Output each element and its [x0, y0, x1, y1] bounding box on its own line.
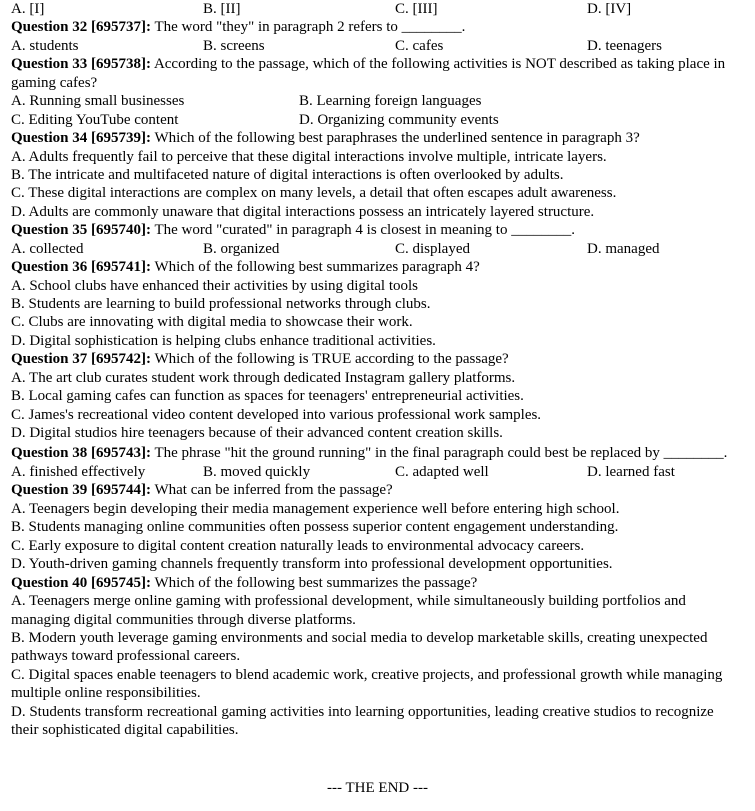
- option[interactable]: B. Students managing online communities often possess superior content engagement understanding.: [11, 519, 619, 536]
- option[interactable]: C. Early exposure to digital content creation naturally leads to environmental advocacy careers.: [11, 537, 585, 554]
- option[interactable]: C. [III]: [395, 1, 438, 17]
- question-label: Question 39 [695744]:: [11, 482, 151, 499]
- question-stem: Which of the following is TRUE according to the passage?: [154, 351, 509, 368]
- question-34: [11, 129, 741, 147]
- option[interactable]: C. James's recreational video content developed into various professional work samples.: [11, 406, 542, 423]
- option[interactable]: A. Teenagers merge online gaming with professional development, while simultaneously building portfolios and managing digital communities through diverse platforms.: [11, 593, 686, 628]
- question-32: [11, 18, 741, 36]
- option[interactable]: A. collected: [11, 240, 84, 257]
- option[interactable]: B. Modern youth leverage gaming environments and social media to develop marketable skills, creating unexpected pathways toward professional careers.: [11, 630, 708, 665]
- question-35: [11, 221, 741, 239]
- question-label: Question 35 [695740]:: [11, 222, 151, 239]
- question-label: Question 36 [695741]:: [11, 259, 151, 276]
- option[interactable]: A. The art club curates student work through dedicated Instagram gallery platforms.: [11, 369, 516, 386]
- question-39: [11, 481, 741, 499]
- option[interactable]: C. adapted well: [395, 464, 489, 481]
- question-stem: The phrase "hit the ground running" in the final paragraph could best be replaced by ________.: [154, 444, 728, 461]
- q35-options: [11, 240, 741, 258]
- option[interactable]: A. finished effectively: [11, 464, 146, 481]
- option[interactable]: D. learned fast: [587, 464, 675, 481]
- option[interactable]: B. Local gaming cafes can function as spaces for teenagers' entrepreneurial activities.: [11, 388, 524, 405]
- option[interactable]: D. managed: [587, 240, 660, 257]
- option[interactable]: D. [IV]: [587, 1, 632, 17]
- option[interactable]: C. Clubs are innovating with digital media to showcase their work.: [11, 314, 413, 331]
- question-stem: Which of the following best summarizes the passage?: [154, 574, 478, 591]
- option[interactable]: C. These digital interactions are complex on many levels, a detail that often escapes adult awareness.: [11, 185, 617, 202]
- option[interactable]: D. Digital studios hire teenagers because of their advanced content creation skills.: [11, 425, 503, 442]
- q31-options: [11, 0, 741, 18]
- question-stem: According to the passage, which of the following activities is NOT described as taking place in gaming cafes?: [11, 56, 726, 91]
- question-40: [11, 574, 741, 592]
- option[interactable]: C. cafes: [395, 37, 444, 54]
- option[interactable]: A. Adults frequently fail to perceive that these digital interactions involve multiple, intricate layers.: [11, 148, 607, 165]
- option[interactable]: B. [II]: [203, 1, 241, 17]
- question-33: [11, 55, 741, 92]
- question-stem: Which of the following best paraphrases the underlined sentence in paragraph 3?: [154, 130, 640, 147]
- q32-options: [11, 37, 741, 55]
- option[interactable]: A. [I]: [11, 1, 45, 17]
- option[interactable]: C. displayed: [395, 240, 470, 257]
- option[interactable]: B. Students are learning to build professional networks through clubs.: [11, 296, 431, 313]
- question-label: Question 32 [695737]:: [11, 19, 151, 36]
- question-label: Question 38 [695743]:: [11, 444, 151, 461]
- option[interactable]: D. Organizing community events: [299, 111, 499, 128]
- question-38: [11, 443, 741, 464]
- question-stem: Which of the following best summarizes paragraph 4?: [154, 259, 480, 276]
- option[interactable]: D. Digital sophistication is helping clubs enhance traditional activities.: [11, 332, 436, 349]
- q38-options: [11, 463, 741, 481]
- option[interactable]: D. Youth-driven gaming channels frequently transform into professional development opportunities.: [11, 556, 613, 573]
- question-label: Question 37 [695742]:: [11, 351, 151, 368]
- option[interactable]: B. screens: [203, 37, 265, 54]
- option[interactable]: A. Running small businesses: [11, 93, 185, 110]
- question-label: Question 40 [695745]:: [11, 574, 151, 591]
- option[interactable]: C. Editing YouTube content: [11, 111, 179, 128]
- option[interactable]: B. moved quickly: [203, 464, 311, 481]
- option[interactable]: B. Learning foreign languages: [299, 93, 482, 110]
- question-stem: The word "they" in paragraph 2 refers to ________.: [154, 19, 466, 36]
- option[interactable]: A. School clubs have enhanced their activities by using digital tools: [11, 277, 418, 294]
- option[interactable]: B. The intricate and multifaceted nature of digital interactions is often overlooked by adults.: [11, 166, 564, 183]
- exam-document: [11, 0, 741, 740]
- option[interactable]: A. Teenagers begin developing their media management experience well before entering high school.: [11, 500, 620, 517]
- end-marker: --- THE END ---: [327, 780, 428, 796]
- option[interactable]: D. Adults are commonly unaware that digital interactions possess an intricately layered structure.: [11, 203, 595, 220]
- option[interactable]: D. Students transform recreational gaming activities into learning opportunities, leading creative studios to recognize their sophisticated digital capabilities.: [11, 703, 714, 739]
- question-label: Question 34 [695739]:: [11, 130, 151, 147]
- option[interactable]: D. teenagers: [587, 37, 662, 54]
- option[interactable]: B. organized: [203, 240, 280, 257]
- question-stem: What can be inferred from the passage?: [154, 482, 393, 499]
- option[interactable]: C. Digital spaces enable teenagers to blend academic work, creative projects, and professional growth while managing multiple online responsibilities.: [11, 666, 723, 702]
- option[interactable]: A. students: [11, 37, 79, 54]
- question-stem: The word "curated" in paragraph 4 is closest in meaning to ________.: [154, 222, 575, 239]
- q33-options-row2: [11, 111, 741, 129]
- question-37: [11, 350, 741, 368]
- question-36: [11, 258, 741, 276]
- q33-options-row1: [11, 92, 741, 110]
- question-label: Question 33 [695738]:: [11, 56, 151, 73]
